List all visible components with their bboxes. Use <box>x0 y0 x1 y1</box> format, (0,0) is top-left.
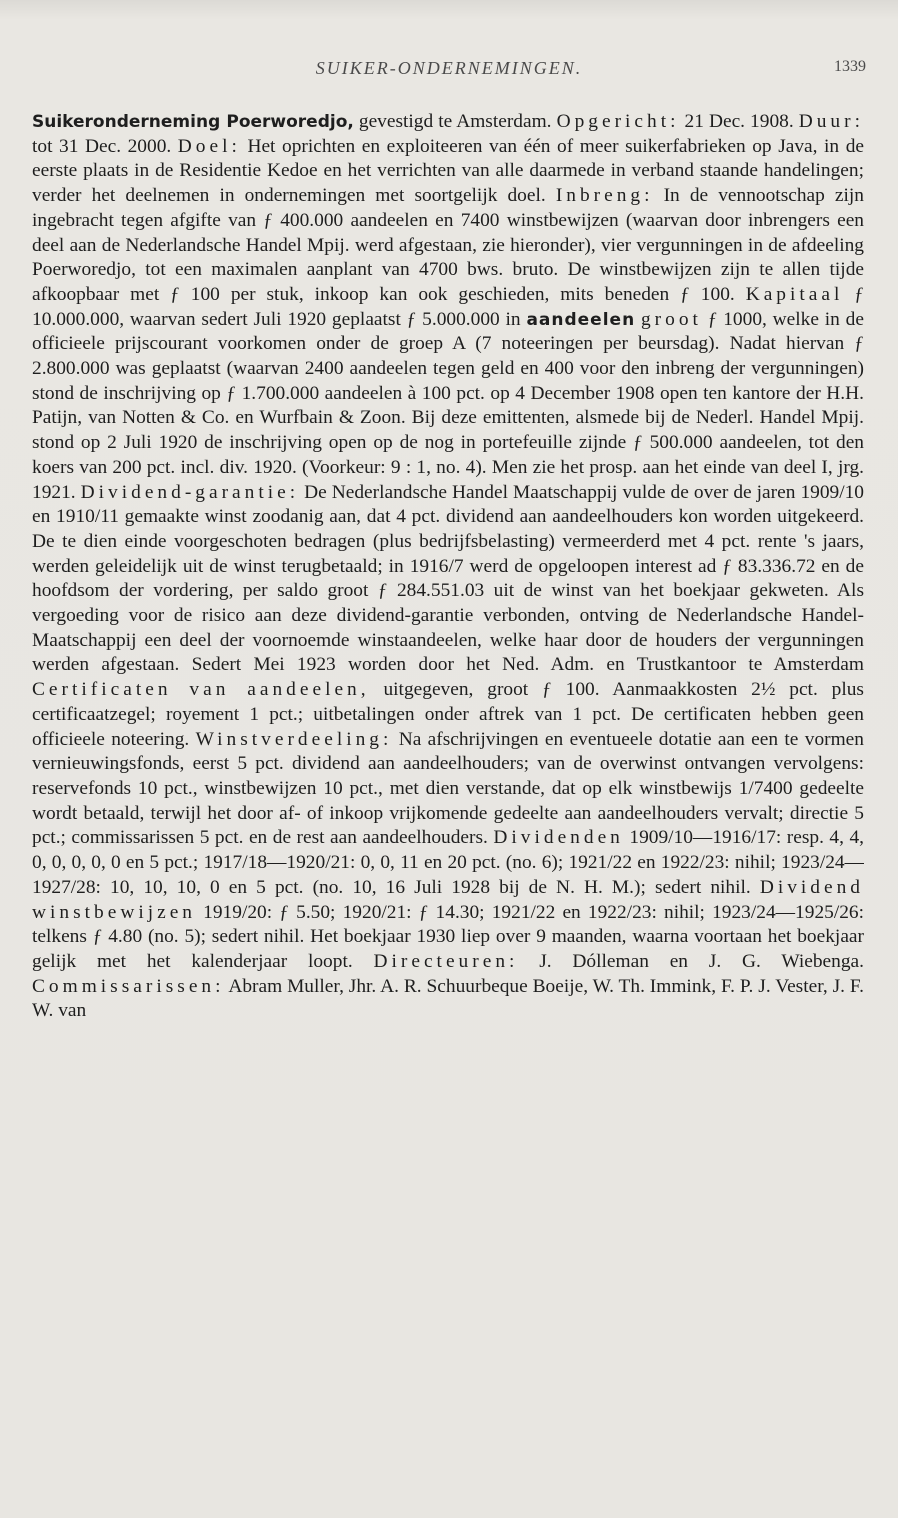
text-run: Abram Muller, Jhr. A. R. Schuurbeque Boeije, W. Th. Immink, F. P. J. Vester, J. F. W. van <box>32 975 864 1022</box>
text-run: 1919/20: ƒ 5.50; 1920/21: ƒ 14.30; 1921/22 en 1922/23: nihil; 1923/24—1925/26: telkens ƒ 4.80 (no. 5); sedert nihil. Het boekjaar 1930 liep over 9 maanden, waarna voortaan het boekjaar gelijk met het kalenderjaar loopt. <box>32 901 864 972</box>
text-run: De Nederlandsche Handel Maatschappij vulde de over de jaren 1909/10 en 1910/11 gemaakte winst zoodanig aan, dat 4 pct. dividend aan aandeelhouders kon worden uitgekeerd. De te dien einde voorgeschoten bedragen (plus bedrijfsbelasting) vermeerderd met 4 pct. rente 's jaars, werden geleidelijk uit de winst terugbetaald; in 1916/7 werd de opgeloopen interest ad ƒ 83.336.72 en de hoofdsom der vordering, per saldo groot ƒ 284.551.03 uit de winst van het boekjaar gekweten. Als vergoeding voor de risico aan deze dividend-garantie verbonden, ontving de Nederlandsche Handel-Maatschappij een deel der voornoemde winstaandeelen, welke haar door de houders der vergunningen werden afgestaan. Sedert Mei 1923 worden door het Ned. Adm. en Trustkantoor te Amsterdam <box>32 481 864 676</box>
spaced-keyword: Opgericht: <box>556 111 680 132</box>
text-run: gevestigd te Amsterdam. <box>353 111 557 132</box>
running-header <box>32 58 866 88</box>
entry-body <box>32 110 864 1510</box>
spaced-keyword: Directeuren: <box>373 950 519 972</box>
spaced-keyword: Winstverdeeling: <box>195 728 393 750</box>
text-run: 1909/10—1916/17: resp. 4, 4, 0, 0, 0, 0, 0 en 5 pct.; 1917/18—1920/21: 0, 0, 11 en 20 pct. (no. 6); 1921/22 en 1922/23: nihil; 1923/24—1927/28: 10, 10, 10, 0 en 5 pct. (no. 10, 16 Juli 1928 bij de N. H. M.); sedert nihil. <box>32 827 864 898</box>
text-run: ƒ 1000, welke in de officieele prijscourant voorkomen onder de groep A (7 noteeringen per beursdag). Nadat hiervan ƒ 2.800.000 was geplaatst (waarvan 2400 aandeelen tegen geld en 400 voor den inbreng der vergunningen) stond de inschrijving op ƒ 1.700.000 aandeelen à 100 pct. op 4 December 1908 open ten kantore der H.H. Patijn, van Notten & Co. en Wurfbain & Zoon. Bij deze emittenten, alsmede bij de Nederl. Handel Mpij. stond op 2 Juli 1920 de inschrijving open op de nog in portefeuille zijnde ƒ 500.000 aandeelen, tot den koers van 200 pct. incl. div. 1920. (Voorkeur: 9 : 1, no. 4). Men zie het prosp. aan het einde van deel I, jrg. 1921. <box>32 308 864 503</box>
text-run: tot 31 Dec. 2000. <box>32 135 178 157</box>
text-run: 21 Dec. 1908. <box>679 111 799 132</box>
text-run: J. Dólleman en J. G. Wiebenga. <box>518 950 864 972</box>
entry-title: Suikeronderneming Poerworedjo, <box>32 112 354 132</box>
text-run: uitgegeven, groot ƒ 100. Aanmaakkosten 2½ pct. plus certificaatzegel; royement 1 pct.; uitbetalingen onder aftrek van 1 pct. De certificaten hebben geen officieele noteering. <box>32 679 864 750</box>
spaced-keyword: Commissarissen: <box>32 975 225 997</box>
spaced-keyword: Certificaten van aandeelen, <box>32 679 370 701</box>
text-run: ƒ 10.000.000, waarvan sedert Juli 1920 geplaatst ƒ 5.000.000 in <box>32 283 864 330</box>
bold-keyword: aandeelen <box>526 309 636 330</box>
spaced-keyword: Kapitaal <box>745 283 844 305</box>
text-run: In de vennootschap zijn ingebracht tegen afgifte van ƒ 400.000 aandeelen en 7400 winstbewijzen (waarvan door inbrengers een deel aan de Nederlandsche Handel Mpij. werd afgestaan, zie hieronder), vier vergunningen in de afdeeling Poerworedjo, tot een maximalen aanplant van 4700 bws. bruto. De winstbewijzen zijn te allen tijde afkoopbaar met ƒ 100 per stuk, inkoop kan ook geschieden, mits beneden ƒ 100. <box>32 185 864 305</box>
entry-paragraph <box>32 110 864 1024</box>
page-number: 1339 <box>834 58 866 75</box>
text-run: Het oprichten en exploiteeren van één of meer suikerfabrieken op Java, in de eerste plaats in de Residentie Kedoe en het verrichten van alle daarmede in verband staande handelingen; verder het deelnemen in ondernemingen met soortgelijk doel. <box>32 135 864 207</box>
spaced-keyword: Inbreng: <box>555 185 654 207</box>
spaced-keyword: Dividenden <box>493 827 624 849</box>
spaced-keyword: Duur: <box>798 111 864 132</box>
spaced-keyword: groot <box>640 308 702 330</box>
text-run: Na afschrijvingen en eventueele dotatie aan een te vormen vernieuwingsfonds, eerst 5 pct. dividend aan aandeelhouders; van de overwinst ontvangen vervolgens: reservefonds 10 pct., winstbewijzen 10 pct., met dien verstande, dat op elk winstbewijs 1/7400 gedeelte wordt betaald, terwijl het door af- of inkoop vrijkomende gedeelte aan aandeelhouders vervalt; directie 5 pct.; commissarissen 5 pct. en de rest aan aandeelhouders. <box>32 728 864 849</box>
spaced-keyword: Dividend winstbewijzen <box>32 876 864 923</box>
spaced-keyword: Dividend-garantie: <box>80 481 300 503</box>
spaced-keyword: Doel: <box>177 135 241 157</box>
running-title: SUIKER-ONDERNEMINGEN. <box>315 58 583 78</box>
